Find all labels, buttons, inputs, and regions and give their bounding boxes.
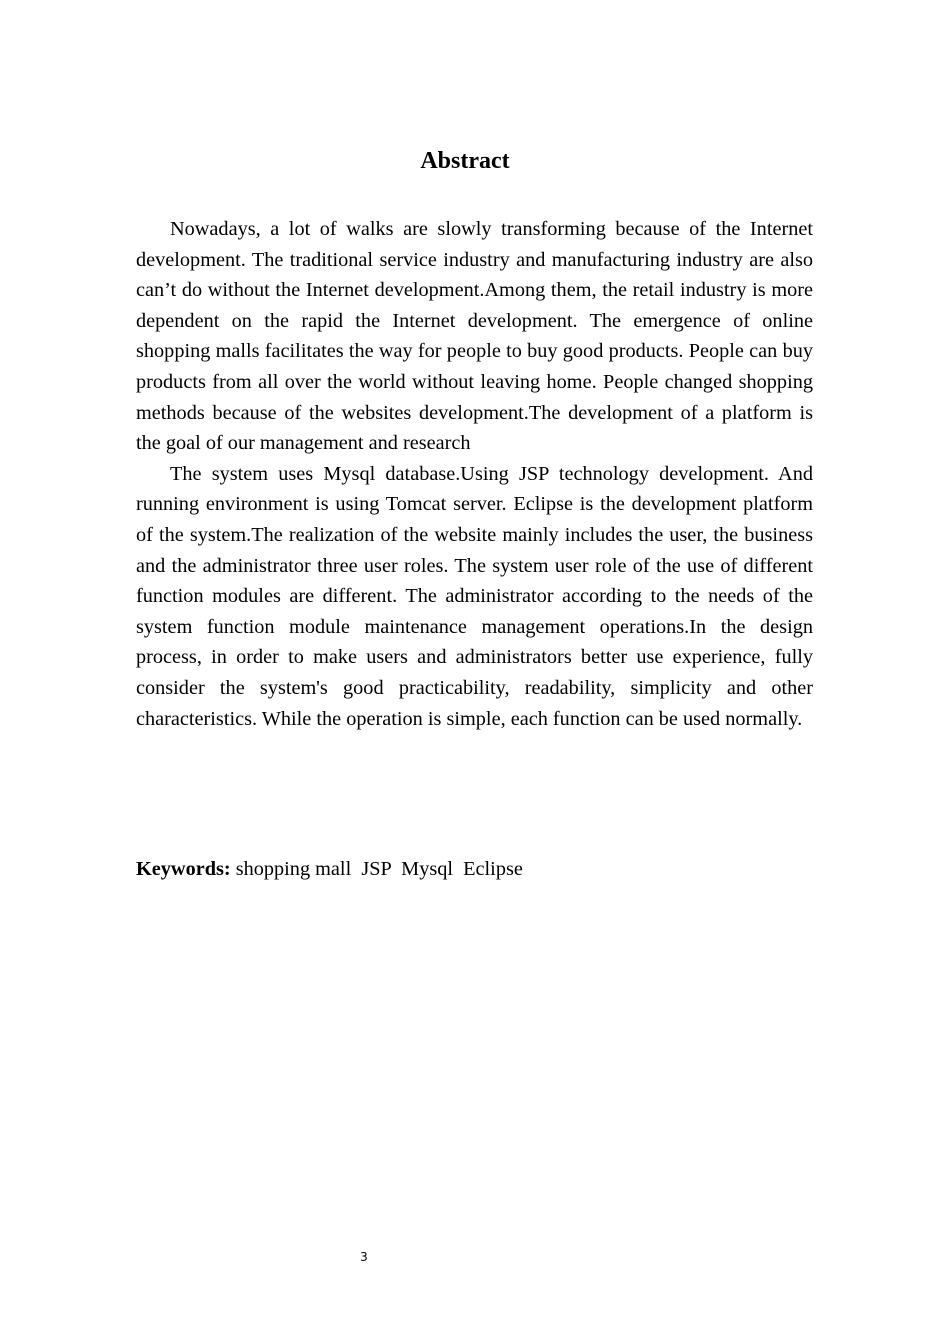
- keywords-line: [136, 854, 813, 884]
- keywords-label: Keywords:: [136, 858, 231, 880]
- abstract-paragraph-1: Nowadays, a lot of walks are slowly transforming because of the Internet development. The traditional service industry and manufacturing industry are also can’t do without the Internet development.Among them, the retail industry is more dependent on the rapid the Internet development. The emergence of online shopping malls facilitates the way for people to buy good products. People can buy products from all over the world without leaving home. People changed shopping methods because of the websites development.The development of a platform is the goal of our management and research: [136, 218, 813, 455]
- page-number: 3: [360, 1250, 368, 1264]
- abstract-paragraph-2: The system uses Mysql database.Using JSP technology development. And running environment is using Tomcat server. Eclipse is the development platform of the system.The realization of the website mainly includes the user, the business and the administrator three user roles. The system user role of the use of different function modules are different. The administrator according to the needs of the system function module maintenance management operations.In the design process, in order to make users and administrators better use experience, fully consider the system's good practicability, readability, simplicity and other characteristics. While the operation is simple, each function can be used normally.: [136, 462, 813, 730]
- keywords-value: shopping mall JSP Mysql Eclipse: [230, 858, 523, 880]
- abstract-body: [136, 214, 813, 734]
- page-title: Abstract: [420, 148, 510, 174]
